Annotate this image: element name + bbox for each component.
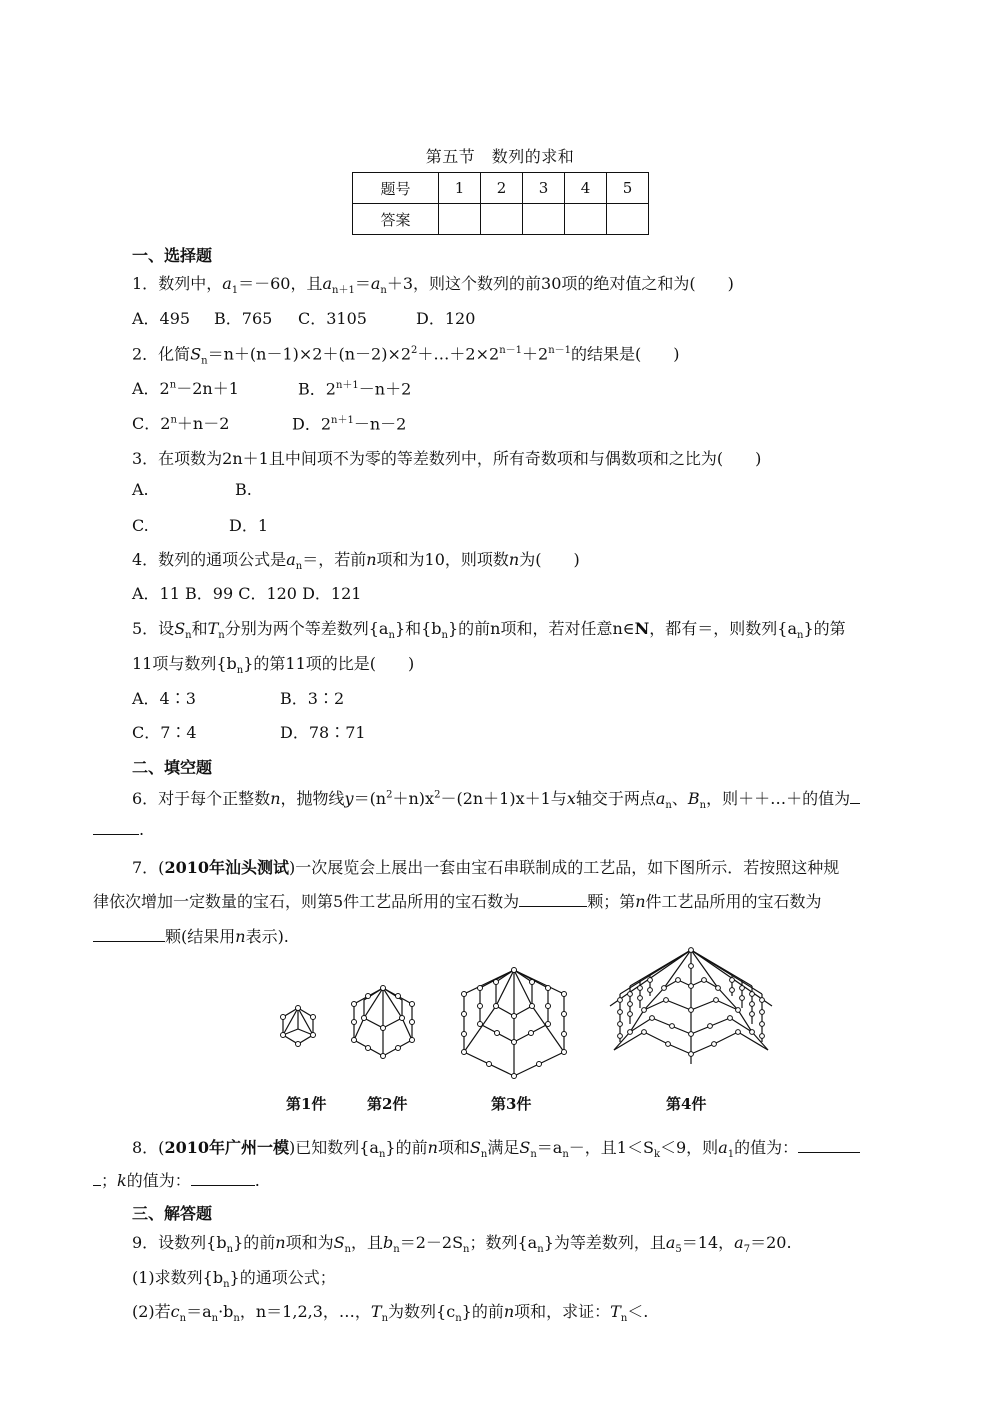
q5-option-b: B．3∶2 [280,689,345,708]
question-5-line-1: 5．设$S_n$和$T_n$分别为两个等差数列$\{a_n\}$和$\{b_n\}$的前n项和，若对任意n∈N，都有＝，则数列$\{a_n\}$的第 [132,619,846,642]
question-5-options-ab [132,686,344,709]
answer-cell-2[interactable] [481,204,523,235]
figure-label-1: 第1件 [286,1095,327,1113]
q1-option-c: C．3105 [298,309,367,328]
question-6: 6．对于每个正整数n，抛物线$y=(n^2+n)x^2-(2n+1)x+1$与x轴交于两点$a_n$、$B_n$，则＋＋…＋的值为 [132,786,860,811]
q2-option-c: C．$2^n+n-2$ [132,414,230,434]
question-5-line-2: 11项与数列$\{b_n\}$的第11项的比是( ) [132,654,415,677]
q8-blank-2[interactable] [191,1171,255,1186]
question-2-options-cd [132,411,406,434]
q2-option-d: D．$2^{n+1}-n-2$ [292,414,407,434]
q5-option-c: C．7∶4 [132,723,197,742]
q3-option-b: B. [235,480,252,499]
question-3-options-ab [132,480,252,499]
q7-blank-2[interactable] [93,927,165,942]
answer-table-col-5: 5 [607,173,649,204]
gem-figure-1 [276,1004,320,1048]
section-solve: 三、解答题 [132,1204,213,1223]
page-title: 第五节 数列的求和 [425,147,575,166]
question-6-line-2: . [93,820,144,839]
figure-label-2: 第2件 [367,1095,408,1113]
q3-option-a: A. [132,480,149,499]
q1-option-d: D．120 [416,309,476,328]
q6-blank[interactable] [93,820,139,835]
q1-option-b: B．765 [214,309,273,328]
q3-option-c: C. [132,516,149,535]
question-2: 2．化简$S_n=n+(n-1)\times 2+(n-2)\times 2^2+\dots+2\times 2^{n-1}+2^{n-1}$的结果是( ) [132,344,680,367]
gem-figure-2 [348,984,418,1060]
question-4: 4．数列的通项公式是$a_n=$，若前n项和为10，则项数n为( ) [132,550,580,573]
answer-cell-4[interactable] [565,204,607,235]
answer-table-col-1: 1 [439,173,481,204]
question-2-options-ab [132,376,411,399]
answer-cell-3[interactable] [523,204,565,235]
answer-table-col-4: 4 [565,173,607,204]
question-4-options: A．11 B．99 C．120 D．121 [132,584,362,603]
q2-option-b: B．$2^{n+1}-n+2$ [298,379,412,399]
question-9-part-1: (1)求数列$\{b_n\}$的通项公式； [132,1268,336,1291]
question-7-line-3: 颗(结果用n表示). [93,924,289,947]
gem-figure-3 [458,966,570,1080]
q6-blank-start[interactable] [850,789,860,804]
figure-label-4: 第4件 [666,1095,707,1113]
section-fill: 二、填空题 [132,758,213,777]
answer-cell-1[interactable] [439,204,481,235]
question-7-line-2: 律依次增加一定数量的宝石，则第5件工艺品所用的宝石数为 颗；第n件工艺品所用的宝石数为 [93,892,822,911]
question-1: 1．数列中，$a_1=-60$，且$a_{n+1}=a_n+3$，则这个数列的前30项的绝对值之和为( ) [132,274,734,297]
answer-table-header-answer: 答案 [353,204,439,235]
question-7-line-1: 7．(2010年汕头测试)一次展览会上展出一套由宝石串联制成的工艺品，如下图所示．若按照这种规 [132,858,840,877]
question-3: 3．在项数为2n＋1且中间项不为零的等差数列中，所有奇数项和与偶数项和之比为( ) [132,449,762,468]
question-3-options-cd [132,513,268,536]
question-5-options-cd [132,720,366,743]
answer-table-header-number: 题号 [353,173,439,204]
gem-figure-4 [608,946,774,1066]
figure-label-3: 第3件 [491,1095,532,1113]
q5-option-a: A．4∶3 [132,689,196,708]
q1-option-a: A．495 [132,309,191,328]
answer-cell-5[interactable] [607,204,649,235]
question-9: 9．设数列$\{b_n\}$的前n项和为$S_n$，且$b_n=2-2S_n$；数列$\{a_n\}$为等差数列，且$a_5=14$，$a_7=20$. [132,1233,792,1256]
question-8-line-2: ；k的值为： . [93,1168,260,1191]
question-1-options [132,306,475,329]
question-9-part-2: (2)若$c_n=a_n\cdot b_n$，n＝1,2,3，…，$T_n$为数列$\{c_n\}$的前n项和，求证：$T_n<$. [132,1302,649,1325]
q2-option-a: A．$2^n-2n+1$ [132,379,239,399]
section-choice: 一、选择题 [132,246,213,265]
answer-table-col-2: 2 [481,173,523,204]
q8-blank-1-end[interactable] [93,1171,101,1186]
q5-option-d: D．78∶71 [280,723,366,742]
q3-option-d: D．1 [229,516,269,535]
answer-table [352,172,649,235]
answer-table-col-3: 3 [523,173,565,204]
q7-blank-1[interactable] [519,892,587,907]
question-8-line-1: 8．(2010年广州一模)已知数列$\{a_n\}$的前n项和$S_n$满足$S_n=a_n-$，且$1<S_k<9$，则$a_1$的值为： [132,1135,860,1160]
q8-blank-1[interactable] [798,1138,860,1153]
